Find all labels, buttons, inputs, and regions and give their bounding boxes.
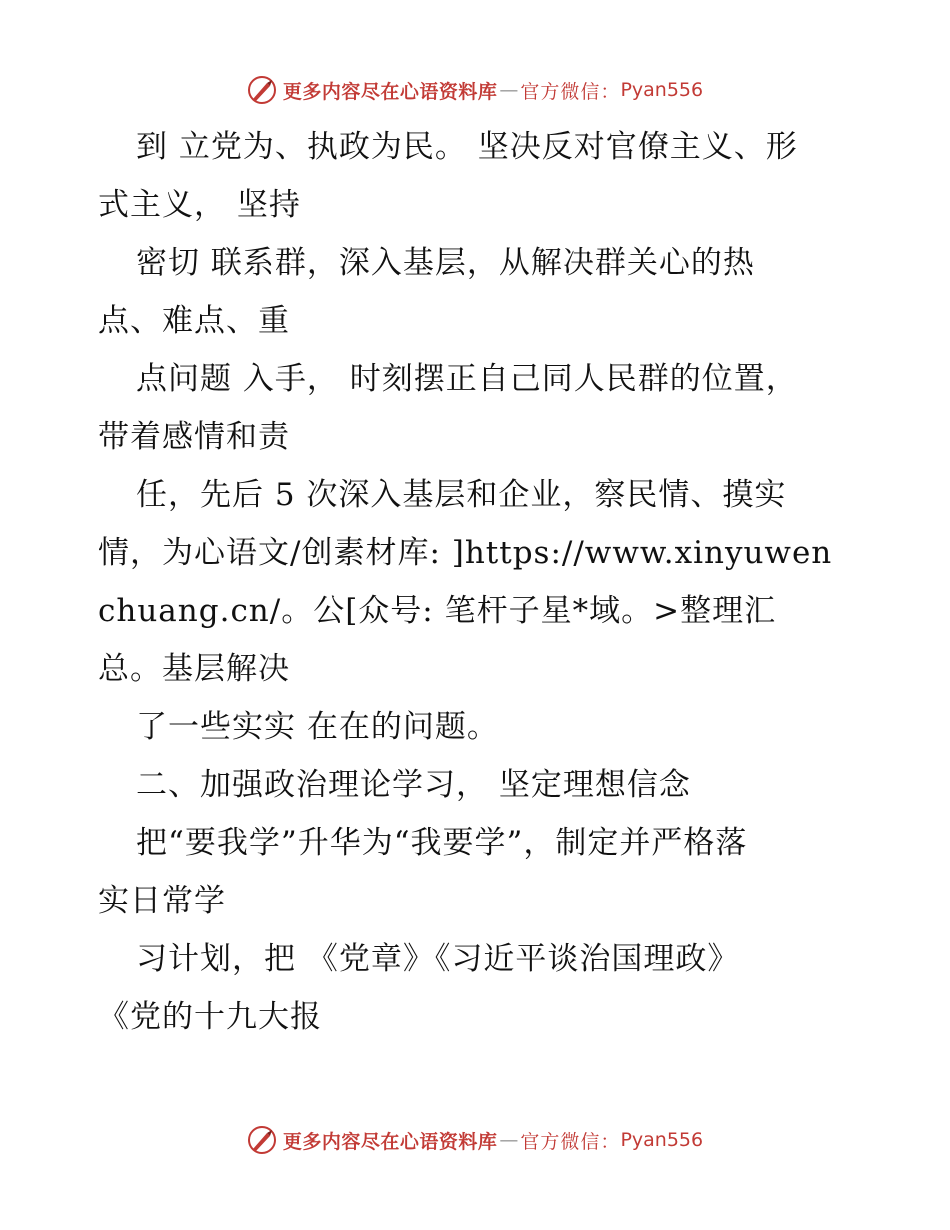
text-line: 密切 联系群，深入基层，从解决群关心的热 [136,245,755,281]
text-line: 情，为心语文/创素材库: ]https://www.xinyuwen [98,535,833,571]
text-line: 把“要我学”升华为“我要学”，制定并严格落 [136,825,748,861]
text-line: 任，先后 5 次深入基层和企业，察民情、摸实 [136,477,787,513]
text-line: 总。基层解决 [98,651,290,687]
text-line: 点问题 入手， 时刻摆正自己同人民群的位置， [136,361,798,397]
text-line: 实日常学 [98,883,226,919]
banner-separator: — [499,79,519,101]
section-heading: 二、加强政治理论学习， 坚定理想信念 [136,767,691,803]
banner-separator: — [499,1129,519,1151]
banner-subtitle: 官方微信： [520,1130,621,1153]
text-line: 到 立党为、执政为民。 坚决反对官僚主义、形 [136,129,798,165]
text-line: 带着感情和责 [98,419,290,455]
text-line: chuang.cn/。公[众号: 笔杆子星*域。>整理汇 [98,593,777,629]
quill-pen-logo-icon [247,75,277,105]
text-line: 点、难点、重 [98,303,290,339]
banner-title: 更多内容尽在心语资料库 [282,80,498,103]
footer-banner [0,1120,950,1160]
banner-subtitle: 官方微信： [520,80,621,103]
text-line: 式主义， 坚持 [98,187,301,223]
quill-pen-logo-icon [247,1125,277,1155]
banner-wechat-id: Pyan556 [620,1129,704,1151]
body-text [98,118,858,1046]
header-banner [0,70,950,110]
banner-wechat-id: Pyan556 [620,79,704,101]
text-line: 《党的十九大报 [98,999,322,1035]
text-line: 习计划，把 《党章》《习近平谈治国理政》 [136,941,740,977]
banner-title: 更多内容尽在心语资料库 [282,1130,498,1153]
text-line: 了一些实实 在在的问题。 [136,709,499,745]
